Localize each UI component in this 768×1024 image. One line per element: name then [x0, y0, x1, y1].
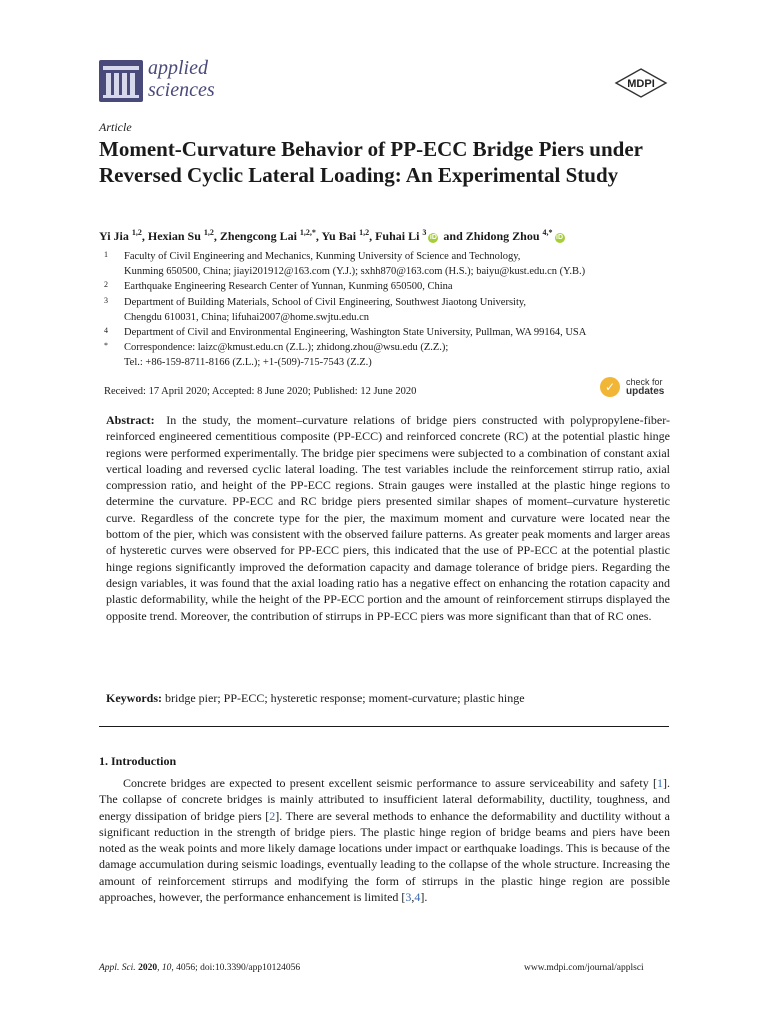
check-updates-line2: updates — [626, 386, 665, 397]
footer-url[interactable]: www.mdpi.com/journal/applsci — [524, 963, 644, 973]
abstract — [106, 412, 670, 624]
affiliation-number: 1 — [104, 250, 108, 259]
author-affil-marker: 1,2 — [359, 228, 370, 237]
intro-paragraph: Concrete bridges are expected to present excellent seismic performance to assure serviceability and safety [1]. The collapse of concrete bridges is mainly attributed to insufficient lateral deformability, ductility, toughness, and energy dissipation of bridge piers [2]. There are several methods to enhance the deformability and ductility without a significant reduction in the strength of bridge piers. The plastic hinge region of bridge beams and piers have been noted as the weak points and more likely damage locations under impact or earthquake loadings. This is because of the damage accumulation during seismic loadings, eventually leading to the collapse of the whole structure. Increasing the amount of reinforcement stirrups and modifying the form of stirrups in the plastic hinge region are possible approaches, however, the performance enhancement is limited [3,4]. — [99, 776, 670, 905]
author-affil-marker: 1,2 — [131, 228, 142, 237]
affiliation-item — [104, 295, 684, 325]
affiliation-line: Chengdu 610031, China; lifuhai2007@home.swjtu.edu.cn — [124, 311, 370, 323]
divider — [99, 726, 669, 727]
author-name: Yu Bai — [321, 229, 357, 243]
affiliation-number: 3 — [104, 295, 108, 305]
affiliation-line: Correspondence: laizc@kmust.edu.cn (Z.L.); zhidong.zhou@wsu.edu (Z.Z.); — [124, 342, 449, 354]
journal-name-line2: sciences — [148, 79, 215, 101]
affiliation-line: Kunming 650500, China; jiayi201912@163.com (Y.J.); sxhh870@163.com (H.S.); baiyu@kust.edu.cn (Y.B.) — [124, 266, 586, 278]
author-affil-marker: 4,* — [542, 228, 553, 237]
affiliation-number: * — [104, 341, 108, 351]
footer-citation: Appl. Sci. 2020, 10, 4056; doi:10.3390/app10124056 — [99, 963, 301, 973]
author-list: Yi Jia $^{1,2}$, Hexian Su $^{1,2}$, Zhengcong Lai $^{1,2,*}$, Yu Bai $^{1,2}$, Fuhai Li $^3$iD and Zhidong Zhou $^{4,*}$iD — [99, 228, 563, 243]
keywords-text: bridge pier; PP-ECC; hysteretic response; moment-curvature; plastic hinge — [165, 691, 525, 705]
orcid-icon[interactable]: iD — [556, 234, 563, 241]
orcid-icon[interactable]: iD — [429, 234, 437, 241]
keywords-label: Keywords: — [106, 691, 162, 705]
affiliation-item — [104, 325, 684, 340]
journal-name-line1: applied — [148, 57, 208, 79]
citation-link[interactable]: 4 — [414, 890, 421, 905]
author-name: Zhidong Zhou — [465, 229, 540, 243]
affiliation-line: Earthquake Engineering Research Center of Yunnan, Kunming 650500, China — [124, 281, 453, 293]
journal-name — [148, 57, 215, 101]
publisher-name: MDPI — [627, 78, 655, 90]
check-updates-line1: check for — [626, 377, 663, 387]
affiliation-line: Faculty of Civil Engineering and Mechanics, Kunming University of Science and Technology, — [124, 251, 521, 262]
affiliation-line: Department of Civil and Environmental Engineering, Washington State University, Pullman, WA 99164, USA — [124, 327, 587, 339]
abstract-label: Abstract: — [106, 413, 155, 427]
paper-title: Moment-Curvature Behavior of PP-ECC Bridge Piers under Reversed Cyclic Lateral Loading: An Experimental Study — [99, 137, 643, 187]
author-name: Fuhai Li — [375, 229, 420, 243]
citation-link[interactable]: 3 — [405, 890, 412, 905]
author-name: Yi Jia — [99, 229, 129, 243]
publication-dates: Received: 17 April 2020; Accepted: 8 June 2020; Published: 12 June 2020 — [104, 386, 417, 397]
citation-link[interactable]: 1 — [657, 776, 663, 790]
affiliation-item — [104, 279, 684, 294]
affiliations — [104, 249, 684, 371]
affiliation-number: 2 — [104, 280, 108, 290]
publisher-logo — [614, 68, 668, 98]
article-type: Article — [99, 120, 132, 134]
author-name: Zhengcong Lai — [219, 229, 297, 243]
section-heading: 1. Introduction — [99, 754, 177, 768]
affiliation-number: 4 — [104, 326, 108, 336]
author-affil-marker: 3 — [422, 228, 427, 237]
affiliation-line: Tel.: +86-159-8711-8166 (Z.L.); +1-(509)-715-7543 (Z.Z.) — [124, 357, 372, 369]
author-affil-marker: 1,2,* — [299, 228, 316, 237]
affiliation-item — [104, 340, 684, 370]
citation-link[interactable]: 2 — [269, 808, 276, 823]
abstract-text: In the study, the moment–curvature relations of bridge piers constructed with polypropylene-fiber-reinforced engineered cementitious composite (PP-ECC) and reinforced concrete (RC) at the potential plastic hinge regions were performed experimentally. The bridge pier specimens were subjected to a combination of constant axial vertical loading and reversed cyclic lateral loading. The test variables include the reinforcement stirrup ratio, axial compression ratio, and height of the PP-ECC regions. Strain gauges were installed at the plastic hinge regions to determine the curvature. PP-ECC and RC bridge piers presented similar shapes of moment–curvature hysteretic curve. Regardless of the concrete type for the pier, the maximum moment and curvature were located near the bottom of the pier, which was consistent with the observed failure patterns. As greater peak moments and larger areas of hysteretic curves were observed for PP-ECC piers, this indicated that the use of PP-ECC at the potential plastic hinge regions significantly improved the deformation capacity and damage tolerance of bridge piers. Regarding the design variables, it was found that the axial loading ratio has a negative effect on enhancing the rotation capacity and plastic deformability, while the height of the PP-ECC portion and the amount of reinforcement stirrups displayed the opposite trend. Moreover, the contribution of stirrups in PP-ECC piers was more significant than that of RC ones. — [106, 413, 671, 623]
affiliation-item — [104, 249, 684, 279]
journal-logo — [99, 60, 143, 102]
author-affil-marker: 1,2 — [203, 228, 214, 237]
check-for-updates-button[interactable]: ✓ check for updates — [600, 376, 670, 402]
affiliation-line: Department of Building Materials, School of Civil Engineering, Southwest Jiaotong University, — [124, 296, 527, 308]
author-name: Hexian Su — [147, 229, 201, 243]
keywords — [106, 691, 670, 706]
